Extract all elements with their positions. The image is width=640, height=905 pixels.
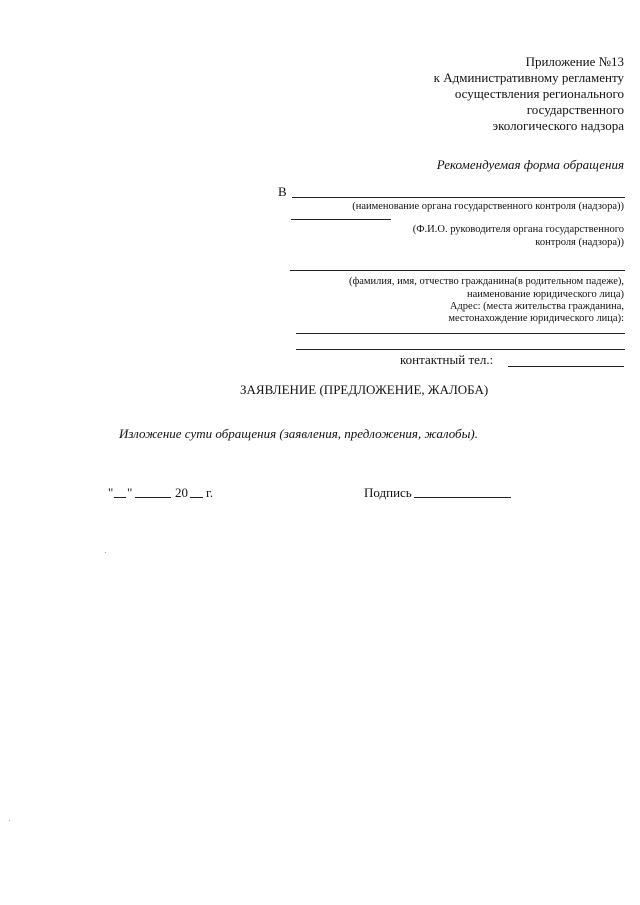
organ-name-line [292,197,625,198]
citizen-name-caption-2: наименование юридического лица) [467,289,624,300]
address-caption-2: местонахождение юридического лица): [448,313,624,324]
address-line-2 [296,349,625,350]
address-caption-1: Адрес: (места жительства гражданина, [449,301,624,312]
phone-line [508,366,624,367]
head-name-caption-1: (Ф.И.О. руководителя органа государственного [412,224,624,235]
organ-name-caption: (наименование органа государственного контроля (надзора)) [352,201,624,212]
document-title: ЗАЯВЛЕНИЕ (ПРЕДЛОЖЕНИЕ, ЖАЛОБА) [240,382,489,397]
signature-line [414,497,511,498]
date-year-line [190,497,203,498]
date-close-quote: " [127,485,133,500]
phone-label: контактный тел.: [400,352,494,367]
appendix-number: Приложение №13 [525,54,624,69]
appendix-line-4: государственного [526,102,624,117]
appendix-line-5: экологического надзора [492,118,624,133]
appendix-line-3: осуществления регионального [454,86,624,101]
body-hint: Изложение сути обращения (заявления, предложения, жалобы). [119,426,478,441]
date-open-quote: " [108,485,114,500]
date-day-line [114,497,126,498]
date-month-line [135,497,171,498]
appendix-line-2: к Административному регламенту [433,70,624,85]
citizen-name-line [290,270,625,271]
date-suffix: г. [206,485,214,500]
citizen-name-caption-1: (фамилия, имя, отчество гражданина(в родительном падеже), [348,276,624,287]
addressee-prefix: В [278,184,287,199]
address-line-1 [296,333,625,334]
scan-speck [105,552,106,553]
date-century: 20 [175,485,188,500]
head-name-caption-2: контроля (надзора)) [535,237,624,248]
head-name-line [291,219,391,220]
signature-label: Подпись [364,485,412,500]
scan-speck [9,820,10,821]
recommended-form-label: Рекомендуемая форма обращения [436,157,624,172]
